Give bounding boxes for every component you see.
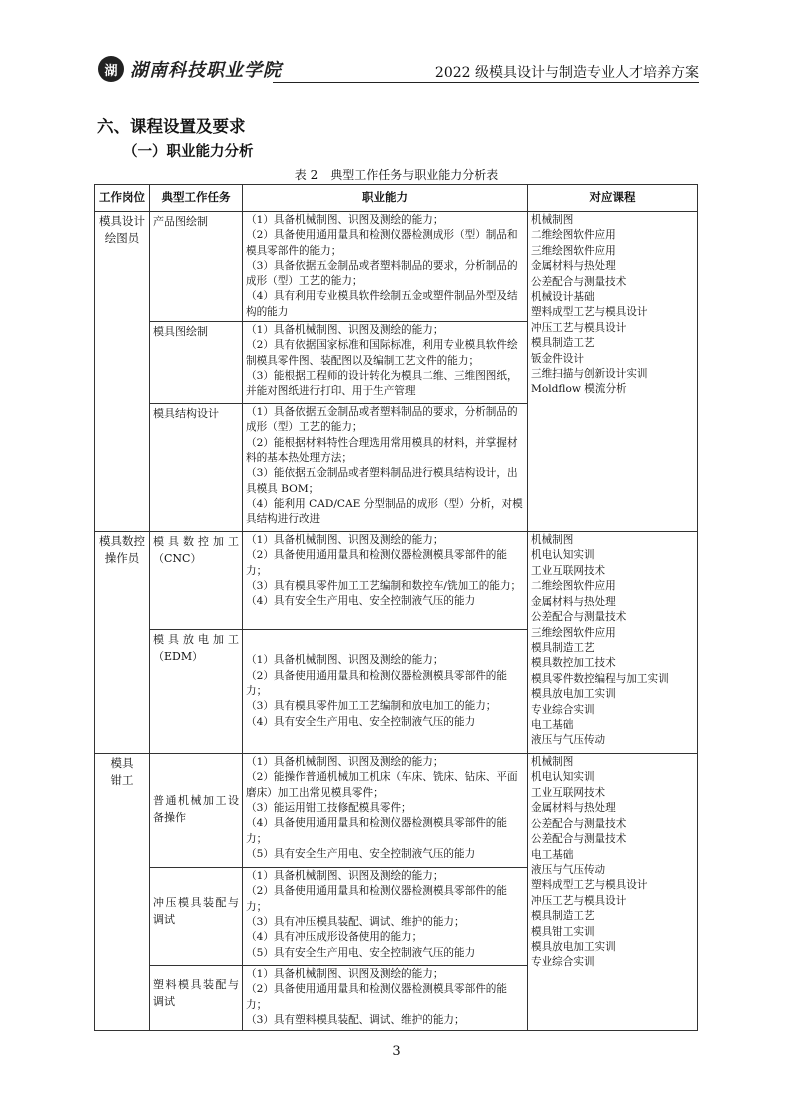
subsection-title: （一）职业能力分析 — [123, 144, 254, 160]
ability-cell: （1）具备机械制图、识图及测绘的能力； （2）具备使用通用量具和检测仪器检测模具零部件的能力； （3）具有模具零件加工工艺编制和放电加工的能力； （4）具有安全生产用电、安全控制液气压的能力 — [243, 630, 528, 754]
ability-cell: （1）具备机械制图、识图及测绘的能力； （2）具有依据国家标准和国际标准，利用专业模具软件绘制模具零件图、装配图以及编制工艺文件的能力； （3）能根据工程师的设计转化为模具二维、三维图图纸，并能对图纸进行打印、用于生产管理 — [243, 322, 528, 404]
post-cell: 模具设计 绘图员 — [95, 212, 150, 532]
task-cell: 普通机械加工设 备操作 — [150, 754, 243, 868]
school-seal-icon: 湖 — [98, 56, 124, 82]
school-logo — [98, 56, 282, 82]
ability-cell: （1）具备机械制图、识图及测绘的能力； （2）具备使用通用量具和检测仪器检测模具零部件的能力； （3）具有塑料模具装配、调试、维护的能力； — [243, 966, 528, 1031]
header-courses: 对应课程 — [528, 185, 698, 212]
courses-cell: 机械制图 机电认知实训 工业互联网技术 金属材料与热处理 公差配合与测量技术 公差配合与测量技术 电工基础 液压与气压传动 塑料成型工艺与模具设计 冲压工艺与模具设计 模具制造工艺 模具钳工实训 模具放电加工实训 专业综合实训 — [528, 754, 698, 1031]
section-title: 六、课程设置及要求 — [97, 117, 246, 136]
table-header-row — [95, 185, 698, 212]
task-cell: 冲压模具装配与 调试 — [150, 868, 243, 966]
ability-cell: （1）具备机械制图、识图及测绘的能力； （2）能操作普通机械加工机床（车床、铣床、钻床、平面磨床）加工出常见模具零件； （3）能运用钳工技修配模具零件； （4）具备使用通用量具和检测仪器检测模具零部件的能力； （5）具有安全生产用电、安全控制液气压的能力 — [243, 754, 528, 868]
school-name: 湖南科技职业学院 — [130, 60, 282, 81]
task-cell: 模具数控加工 （CNC） — [150, 532, 243, 630]
ability-analysis-table — [94, 184, 698, 1031]
task-cell: 塑料模具装配与 调试 — [150, 966, 243, 1031]
ability-cell: （1）具备依据五金制品或者塑料制品的要求，分析制品的成形（型）工艺的能力； （2）能根据材料特性合理选用常用模具的材料，并掌握材料的基本热处理方法； （3）能依据五金制品或者塑料制品进行模具结构设计，出具模具 BOM； （4）能利用 CAD/CAE 分型制品的成形（型）分析，对模具结构进行改进 — [243, 404, 528, 532]
post-cell: 模具 钳工 — [95, 754, 150, 1031]
task-cell: 模具放电加工 （EDM） — [150, 630, 243, 754]
table-caption: 表 2 典型工作任务与职业能力分析表 — [294, 168, 499, 182]
courses-cell: 机械制图 机电认知实训 工业互联网技术 二维绘图软件应用 金属材料与热处理 公差配合与测量技术 三维绘图软件应用 模具制造工艺 模具数控加工技术 模具零件数控编程与加工实训 模具放电加工实训 专业综合实训 电工基础 液压与气压传动 — [528, 532, 698, 754]
task-cell: 模具结构设计 — [150, 404, 243, 532]
table-row — [95, 754, 698, 868]
ability-cell: （1）具备机械制图、识图及测绘的能力； （2）具备使用通用量具和检测仪器检测模具零部件的能力； （3）具有冲压模具装配、调试、维护的能力； （4）具有冲压成形设备使用的能力； （5）具有安全生产用电、安全控制液气压的能力 — [243, 868, 528, 966]
header-post: 工作岗位 — [95, 185, 150, 212]
header-divider — [273, 82, 699, 83]
ability-cell: （1）具备机械制图、识图及测绘的能力； （2）具备使用通用量具和检测仪器检测成形（型）制品和模具零部件的能力； （3）具备依据五金制品或者塑料制品的要求，分析制品的成形（型）工艺的能力； （4）具有利用专业模具软件绘制五金或塑件制品外型及结构的能力 — [243, 212, 528, 322]
header-ability: 职业能力 — [243, 185, 528, 212]
header-task: 典型工作任务 — [150, 185, 243, 212]
table-row — [95, 532, 698, 630]
page-number: 3 — [392, 1044, 401, 1059]
post-cell: 模具数控 操作员 — [95, 532, 150, 754]
page-header — [98, 56, 699, 86]
task-cell: 模具图绘制 — [150, 322, 243, 404]
courses-cell: 机械制图 二维绘图软件应用 三维绘图软件应用 金属材料与热处理 公差配合与测量技术 机械设计基础 塑料成型工艺与模具设计 冲压工艺与模具设计 模具制造工艺 钣金件设计 三维扫描与创新设计实训 Moldflow 模流分析 — [528, 212, 698, 532]
document-title: 2022 级模具设计与制造专业人才培养方案 — [434, 65, 699, 81]
ability-cell: （1）具备机械制图、识图及测绘的能力； （2）具备使用通用量具和检测仪器检测模具零部件的能力； （3）具有模具零件加工工艺编制和数控车/铣加工的能力； （4）具有安全生产用电、安全控制液气压的能力 — [243, 532, 528, 630]
table-row — [95, 212, 698, 322]
task-cell: 产品图绘制 — [150, 212, 243, 322]
